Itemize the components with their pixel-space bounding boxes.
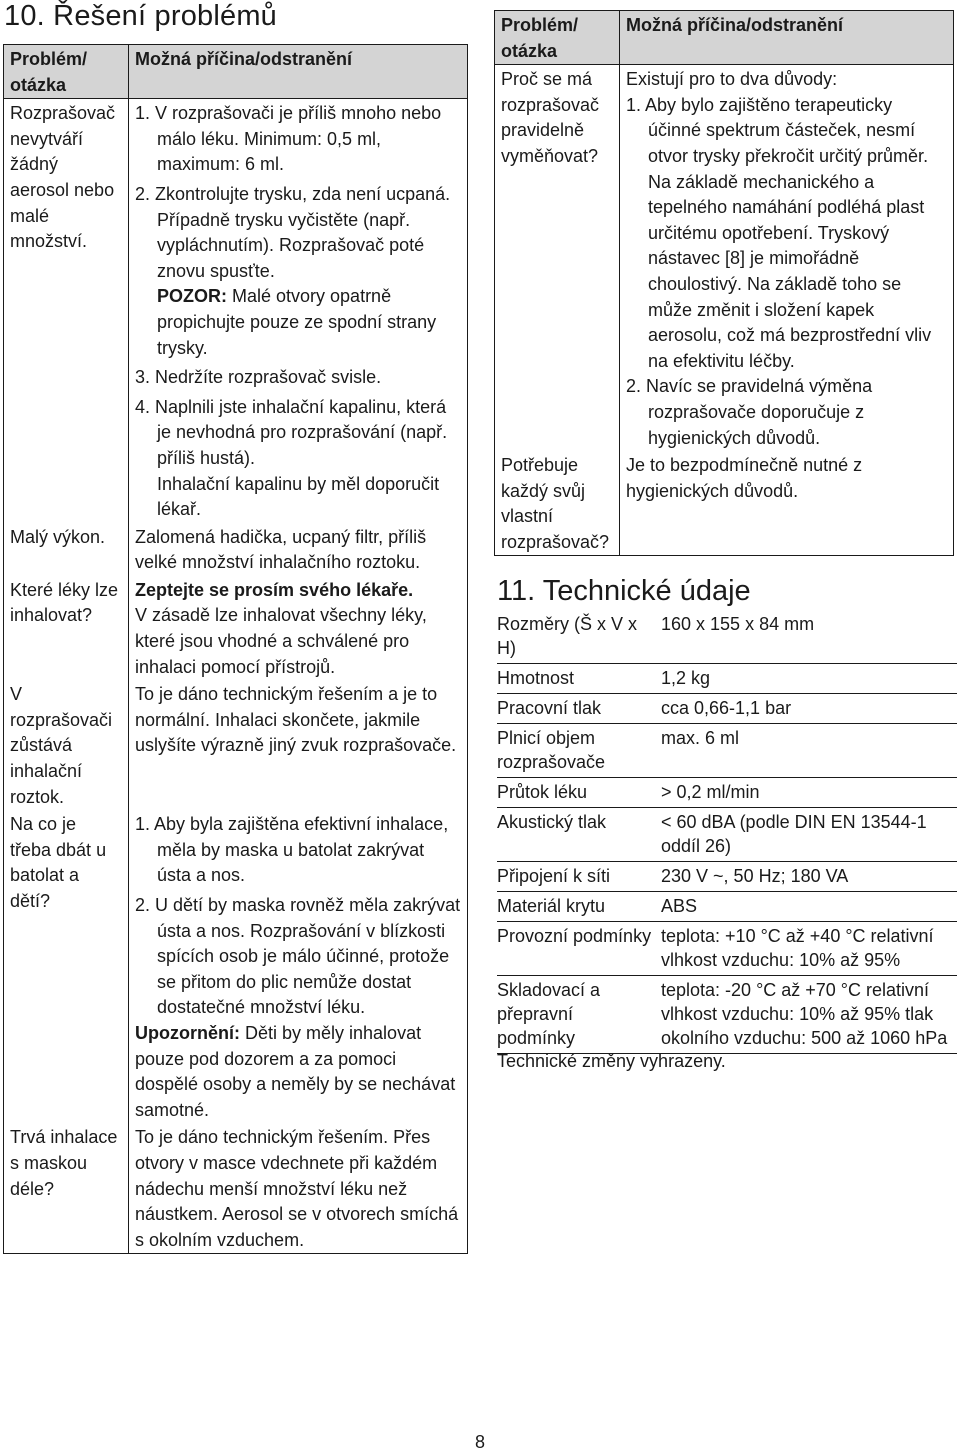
page-title: 10. Řešení problémů — [4, 0, 278, 32]
list-item: 2. U dětí by maska rovněž měla zakrývat ústa a nos. Rozprašování v blízkosti spících osob je málo účinné, protože se přitom do plic nemůže dostat dostatečné množství léku. — [135, 895, 461, 1018]
table-header-row — [4, 45, 468, 99]
spec-row — [497, 976, 957, 1054]
table-row — [495, 451, 954, 556]
table-row — [4, 576, 468, 680]
table-row — [495, 65, 954, 451]
problem-cell: V rozprašovači zůstává inhalační roztok. — [4, 680, 129, 810]
solution-cell — [129, 576, 468, 680]
spec-value: < 60 dBA (podle DIN EN 13544-1 oddíl 26) — [661, 808, 957, 862]
spec-row — [497, 862, 957, 892]
caution-label: Upozornění: — [135, 1022, 240, 1043]
problem-cell: Proč se má rozprašovač pravidelně vyměňovat? — [495, 65, 620, 451]
list-item: 1. Aby byla zajištěna efektivní inhalace, měla by maska u batolat zakrývat ústa a nos. — [135, 814, 449, 886]
spec-label: Materiál krytu — [497, 892, 661, 922]
answer-text: V zásadě lze inhalovat všechny léky, které jsou vhodné a schválené pro inhalaci pomocí přístrojů. — [135, 605, 427, 677]
spec-value: 1,2 kg — [661, 664, 957, 694]
header-solution: Možná příčina/odstranění — [129, 45, 468, 99]
warning-label: POZOR: — [157, 286, 227, 307]
solution-cell — [620, 65, 954, 451]
spec-row — [497, 808, 957, 862]
header-problem: Problém/ otázka — [495, 11, 620, 65]
problem-cell: Které léky lze inhalovat? — [4, 576, 129, 680]
spec-value: max. 6 ml — [661, 724, 957, 778]
header-problem: Problém/ otázka — [4, 45, 129, 99]
table-row — [4, 810, 468, 1123]
troubleshooting-table-continued — [494, 10, 954, 556]
list-item: 4. Naplnili jste inhalační kapalinu, která je nevhodná pro rozprašování (např. příliš hustá). — [135, 396, 448, 468]
list-item: 3. Nedržíte rozprašovač svisle. — [135, 367, 382, 388]
spec-value: ABS — [661, 892, 957, 922]
spec-row — [497, 610, 957, 664]
spec-row — [497, 724, 957, 778]
table-row — [4, 680, 468, 810]
page-number: 8 — [474, 1432, 485, 1452]
spec-value: > 0,2 ml/min — [661, 778, 957, 808]
list-item: 1. V rozprašovači je příliš mnoho nebo málo léku. Minimum: 0,5 ml, maximum: 6 ml. — [135, 103, 442, 175]
spec-value: teplota: +10 °C až +40 °C relativní vlhkost vzduchu: 10% až 95% — [661, 922, 957, 976]
section-title: 11. Technické údaje — [497, 575, 751, 607]
solution-cell: Je to bezpodmínečně nutné z hygienických důvodů. — [620, 451, 954, 556]
spec-label: Průtok léku — [497, 778, 661, 808]
bold-answer: Zeptejte se prosím svého lékaře. — [135, 579, 414, 600]
spec-value: 230 V ~, 50 Hz; 180 VA — [661, 862, 957, 892]
spec-row — [497, 664, 957, 694]
problem-cell: Trvá inhalace s maskou déle? — [4, 1123, 129, 1253]
spec-label: Hmotnost — [497, 664, 661, 694]
troubleshooting-table — [3, 44, 468, 1254]
tech-specs-table — [497, 610, 957, 1054]
problem-cell: Rozprašovač nevytváří žádný aerosol nebo malé množství. — [4, 99, 129, 523]
spec-label: Připojení k síti — [497, 862, 661, 892]
solution-cell: To je dáno technickým řešením. Přes otvory v masce vdechnete při každém nádechu menší množství léku než náustkem. Aerosol se v otvorech smíchá s okolním vzduchem. — [129, 1123, 468, 1253]
list-item: 2. Zkontrolujte trysku, zda není ucpaná. Případně trysku vyčistěte (např. vypláchnutím). Rozprašovač poté znovu spusťte. — [135, 183, 451, 281]
problem-cell: Potřebuje každý svůj vlastní rozprašovač? — [495, 451, 620, 556]
spec-row — [497, 922, 957, 976]
table-row — [4, 523, 468, 576]
caution-note — [135, 1021, 461, 1123]
solution-cell — [129, 99, 468, 523]
table-header-row — [495, 11, 954, 65]
spec-label: Provozní podmínky — [497, 922, 661, 976]
problem-cell: Na co je třeba dbát u batolat a dětí? — [4, 810, 129, 1123]
spec-value: 160 x 155 x 84 mm — [661, 610, 957, 664]
spec-value: teplota: -20 °C až +70 °C relativní vlhkost vzduchu: 10% až 95% tlak okolního vzduchu: 500 až 1060 hPa — [661, 976, 957, 1054]
spec-label: Akustický tlak — [497, 808, 661, 862]
spec-label: Skladovací a přepravní podmínky — [497, 976, 661, 1054]
spec-label: Plnicí objem rozprašovače — [497, 724, 661, 778]
tech-note: Technické změny vyhrazeny. — [497, 1051, 726, 1071]
spec-label: Rozměry (Š x V x H) — [497, 610, 661, 664]
header-solution: Možná příčina/odstranění — [620, 11, 954, 65]
solution-cell: Zalomená hadička, ucpaný filtr, příliš velké množství inhalačního roztoku. — [129, 523, 468, 576]
solution-cell — [129, 810, 468, 1123]
intro-text: Existují pro to dva důvody: — [626, 69, 838, 90]
spec-row — [497, 778, 957, 808]
table-row — [4, 99, 468, 523]
list-item: 1. Aby bylo zajištěno terapeuticky účinné spektrum částeček, nesmí otvor trysky překročit určitý průměr. Na základě mechanického a tepelného namáhání podléhá plast určitému opotřebení. Tryskový nástavec [8] je mimořádně choulostivý. Na základě toho se může změnit i složení kapek aerosolu, což má bezprostřední vliv na efektivitu léčby. — [626, 94, 932, 371]
spec-value: cca 0,66-1,1 bar — [661, 694, 957, 724]
caution-text: Děti by měly inhalovat pouze pod dozorem a za pomoci dospělé osoby a neměly by se nechávat samotné. — [135, 1022, 456, 1120]
spec-label: Pracovní tlak — [497, 694, 661, 724]
table-row — [4, 1123, 468, 1253]
list-item: 2. Navíc se pravidelná výměna rozprašovače doporučuje z hygienických důvodů. — [626, 376, 873, 448]
spec-row — [497, 892, 957, 922]
solution-cell: To je dáno technickým řešením a je to normální. Inhalaci skončete, jakmile uslyšíte výrazně jiný zvuk rozprašovače. — [129, 680, 468, 810]
warning-text: Malé otvory opatrně propichujte pouze ze spodní strany trysky. — [157, 286, 437, 358]
spec-row — [497, 694, 957, 724]
problem-cell: Malý výkon. — [4, 523, 129, 576]
warning-note — [135, 284, 461, 361]
extra-note: Inhalační kapalinu by měl doporučit lékař. — [157, 473, 440, 520]
